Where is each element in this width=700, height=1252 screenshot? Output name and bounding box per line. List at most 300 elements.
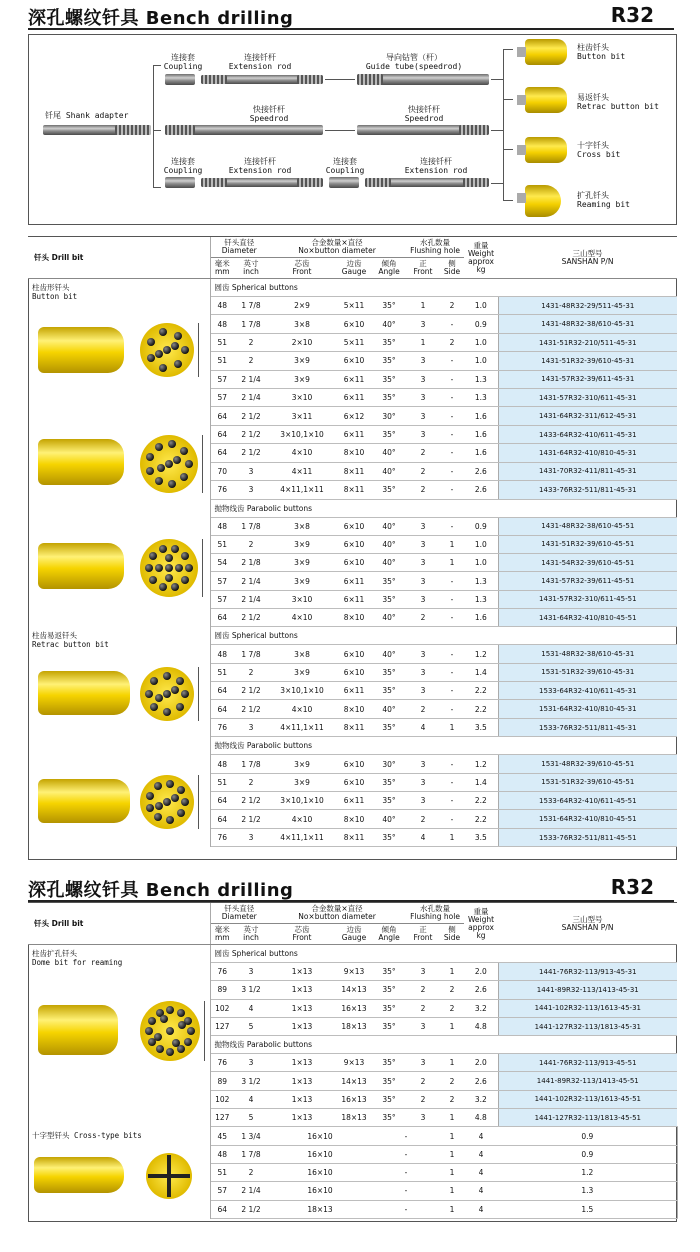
diameter-dimension-line (202, 539, 203, 597)
table-cell: 35° (372, 773, 406, 791)
table-cell: 2 (440, 1090, 464, 1108)
reaming-bit-label: 扩孔钎头 Reaming bit (577, 191, 630, 209)
dome-bit-image-cell-picture (32, 945, 210, 1115)
carbide-button (156, 1045, 164, 1053)
carbide-button (163, 346, 171, 354)
table-cell: - (440, 481, 464, 500)
table-cell: 1 (440, 1017, 464, 1035)
table-cell: - (440, 425, 464, 443)
table-cell: 8×10 (336, 608, 372, 626)
table-cell: 2 (440, 333, 464, 351)
part-number-cell: 1433-64R32-410/611-45-31 (498, 425, 677, 443)
part-number-cell: 1531-48R32-39/610-45-51 (498, 755, 677, 773)
table-cell: 64 (210, 407, 234, 425)
drill-string-diagram (28, 34, 677, 225)
table-cell: 1 (440, 1145, 464, 1163)
table-cell: 5 (234, 1017, 268, 1035)
table-cell: 1 7/8 (234, 315, 268, 333)
carbide-button (172, 1039, 180, 1047)
table-cell: 3 (406, 1109, 440, 1127)
carbide-button (148, 1017, 156, 1025)
part-number-cell: 1431-51R32-210/511-45-31 (498, 333, 677, 351)
part-number-cell: 1441-89R32-113/1413-45-31 (498, 981, 677, 999)
table-cell: 57 (210, 590, 234, 608)
table-cell: 4 (464, 1163, 498, 1181)
table-cell: 35° (372, 333, 406, 351)
table-cell: 3×10,1×10 (268, 682, 336, 700)
table-cell: 89 (210, 981, 234, 999)
table-cell: 2 1/2 (234, 608, 268, 626)
carbide-button (147, 354, 155, 362)
subheader-fl_front: 正 Front (406, 258, 440, 279)
table-cell: 6×12 (336, 407, 372, 425)
carbide-button (147, 338, 155, 346)
table-cell: - (440, 700, 464, 718)
table-cell: 76 (210, 1054, 234, 1072)
table-cell: 3.5 (464, 828, 498, 846)
table-cell: 51 (210, 352, 234, 370)
table-cell: 1 (440, 535, 464, 553)
table-cell: 2.6 (464, 481, 498, 500)
rod-thread (459, 125, 489, 135)
table-cell: - (440, 773, 464, 791)
carbide-button (171, 686, 179, 694)
section-label: 圆齿 Spherical buttons (210, 627, 677, 645)
part-number-cell: 1441-102R32-113/1613-45-51 (498, 1090, 677, 1108)
carbide-button (185, 564, 193, 572)
table-cell: 1.2 (464, 755, 498, 773)
part-number-cell: 1431-57R32-39/611-45-31 (498, 370, 677, 388)
carbide-button (166, 1027, 174, 1035)
table-cell: 8×11 (336, 828, 372, 846)
table-cell: 40° (372, 645, 406, 663)
table-cell: 64 (210, 608, 234, 626)
part-number-cell: 1441-127R32-113/1813-45-51 (498, 1109, 677, 1127)
carbide-button (177, 786, 185, 794)
table-cell: 76 (210, 718, 234, 736)
table-cell: 64 (210, 792, 234, 810)
table-cell: 3×8 (268, 645, 336, 663)
series-code-2: R32 (610, 875, 654, 899)
table-cell: 40° (372, 535, 406, 553)
table-cell: 16×10 (268, 1163, 372, 1181)
table-cell: 3.5 (464, 718, 498, 736)
section-label: 抛物线齿 Parabolic buttons (210, 737, 677, 755)
coupling-image-1 (165, 74, 195, 85)
table-cell: 2 1/2 (234, 700, 268, 718)
carbide-button (163, 690, 171, 698)
branch-line (153, 65, 161, 66)
weight-header: 重量 Weight approx kg (464, 903, 498, 945)
table-cell: 3 (406, 352, 440, 370)
cross-bit-image-cell-picture (28, 1127, 210, 1215)
table-cell: 1×13 (268, 1072, 336, 1090)
table-cell: - (440, 462, 464, 480)
table-cell: 6×11 (336, 389, 372, 407)
table-cell: 18×13 (336, 1109, 372, 1127)
section-row (28, 499, 677, 517)
table-cell: 2 (406, 462, 440, 480)
table-cell: 30° (372, 407, 406, 425)
table-cell: 16×10 (268, 1127, 372, 1145)
table-cell: 1×13 (268, 981, 336, 999)
cross-bit-image-cell-caption: 十字型钎头 Cross-type bits (32, 1130, 142, 1140)
retrac-bit-a-body-image (38, 671, 130, 715)
table-cell: 3.2 (464, 999, 498, 1017)
table-cell: 35° (372, 999, 406, 1017)
subheader-fl_side: 侧 Side (440, 258, 464, 279)
table-cell: 35° (372, 352, 406, 370)
carbide-button (165, 564, 173, 572)
series-code-1: R32 (610, 3, 654, 27)
retrac-bit-b-body-image (38, 779, 130, 823)
section-label: 抛物线齿 Parabolic buttons (210, 499, 677, 517)
table-cell: 2 1/4 (234, 1182, 268, 1200)
extension-rod-label-2: 连接钎杆 Extension rod (228, 157, 292, 175)
carbide-button (145, 690, 153, 698)
cross-bit-body-image (34, 1157, 124, 1193)
part-number-header: 三山型号 SANSHAN P/N (498, 903, 677, 945)
part-number-cell: 1431-64R32-410/810-45-51 (498, 608, 677, 626)
table-cell: 51 (210, 535, 234, 553)
table-cell: - (440, 572, 464, 590)
carbide-button (160, 1015, 168, 1023)
table-cell: 40° (372, 810, 406, 828)
carbide-button (155, 564, 163, 572)
retrac-bit-image-cell (28, 627, 210, 847)
branch-line (153, 187, 161, 188)
table-cell: 35° (372, 590, 406, 608)
arrow-line (325, 130, 355, 131)
carbide-button (149, 576, 157, 584)
table-cell: 2 (406, 608, 440, 626)
table-cell: 3 (406, 517, 440, 535)
extension-rod-label-1: 连接钎杆 Extension rod (228, 53, 292, 71)
table-cell: 1.0 (464, 554, 498, 572)
table-cell: 4 (234, 1090, 268, 1108)
button-bit-b-body-image (38, 439, 124, 485)
arrow-line (503, 99, 513, 100)
table-cell: 2 (406, 1072, 440, 1090)
cross-insert-vertical (167, 1155, 171, 1197)
table-cell: 51 (210, 663, 234, 681)
cross-bit-label: 十字钎头 Cross bit (577, 141, 621, 159)
table-cell: 127 (210, 1017, 234, 1035)
guide-tube-label: 导向钻管（杆） Guide tube(speedrod) (365, 53, 463, 71)
part-number-cell: 1431-70R32-411/811-45-31 (498, 462, 677, 480)
carbide-button (185, 460, 193, 468)
subheader-gauge: 边齿 Gauge (336, 258, 372, 279)
table-cell: 2 1/2 (234, 810, 268, 828)
table-cell: 2 (406, 999, 440, 1017)
table-cell: 1.0 (464, 352, 498, 370)
table-cell: 35° (372, 425, 406, 443)
table-cell: 8×10 (336, 810, 372, 828)
table-cell: 40° (372, 517, 406, 535)
table-cell: 1 (440, 1127, 464, 1145)
carbide-button (171, 342, 179, 350)
table-cell: 3×9 (268, 535, 336, 553)
table-cell: 4 (464, 1182, 498, 1200)
table-cell: 1 (440, 1182, 464, 1200)
diameter-header: 钎头直径 Diameter (210, 237, 268, 258)
table-cell: 48 (210, 645, 234, 663)
table-cell: 35° (372, 297, 406, 315)
table-cell: 4×10 (268, 444, 336, 462)
carbide-button (165, 574, 173, 582)
table-cell: 3 (406, 792, 440, 810)
table-cell: 35° (372, 1017, 406, 1035)
table-row (28, 1127, 677, 1145)
speedrod-label-2: 快接钎杆 Speedrod (404, 105, 444, 123)
table-cell: 102 (210, 999, 234, 1017)
parabolic-button-bit-image-cell-picture (32, 499, 210, 624)
table-cell: 2 1/2 (234, 425, 268, 443)
table-cell: 2 1/4 (234, 572, 268, 590)
part-number-cell: 1533-76R32-511/811-45-51 (498, 828, 677, 846)
table-cell: 1.0 (464, 297, 498, 315)
table-cell: 57 (210, 370, 234, 388)
carbide-button (181, 346, 189, 354)
table-cell: - (440, 810, 464, 828)
carbide-button (155, 802, 163, 810)
rod-thread (463, 178, 489, 187)
table-cell: 3 (406, 590, 440, 608)
table-cell: 18×13 (268, 1200, 372, 1218)
table-cell: 9×13 (336, 1054, 372, 1072)
table-cell: 3×9 (268, 663, 336, 681)
table-cell: 64 (210, 425, 234, 443)
subheader-mm: 毫米 mm (210, 258, 234, 279)
carbide-button (157, 464, 165, 472)
carbide-button (166, 1048, 174, 1056)
table-cell: 3×9 (268, 554, 336, 572)
rod-thread (165, 125, 195, 135)
table-cell: 4 (464, 1200, 498, 1218)
table-cell: 57 (210, 572, 234, 590)
table-cell: - (440, 792, 464, 810)
table-cell: 8×10 (336, 700, 372, 718)
arrow-line (491, 79, 503, 80)
table-header-row (28, 237, 677, 258)
table-cell: 16×10 (268, 1145, 372, 1163)
table-cell: 3 (234, 828, 268, 846)
table-cell: 1 7/8 (234, 1145, 268, 1163)
rod-thread (297, 178, 323, 187)
part-number-cell: 1431-57R32-310/611-45-31 (498, 389, 677, 407)
table-cell: 1 (406, 333, 440, 351)
table-cell: 2.2 (464, 700, 498, 718)
table-cell: 2 1/4 (234, 389, 268, 407)
table-cell: 1.2 (464, 645, 498, 663)
part-number-cell: 1433-76R32-511/811-45-31 (498, 481, 677, 500)
table-cell: 16×10 (268, 1182, 372, 1200)
dome-bit-image-cell (28, 945, 210, 1127)
carbide-button (145, 1027, 153, 1035)
table-cell: 1×13 (268, 1017, 336, 1035)
button-bit-image-cell (28, 279, 210, 500)
table-cell: 2.0 (464, 1054, 498, 1072)
table-cell: 1 (440, 1200, 464, 1218)
arrow-line (503, 200, 513, 201)
part-number-cell: 1441-76R32-113/913-45-51 (498, 1054, 677, 1072)
table-cell: - (372, 1200, 440, 1218)
table-cell: 3 (406, 572, 440, 590)
retrac-bit-label: 易返钎头 Retrac button bit (577, 93, 659, 111)
coupling-image-2 (165, 177, 195, 188)
part-number-cell: 1531-48R32-38/610-45-31 (498, 645, 677, 663)
button-bit-image (525, 39, 567, 65)
diameter-header: 钎头直径 Diameter (210, 903, 268, 924)
table-cell: 4×11,1×11 (268, 828, 336, 846)
table-cell: 3×8 (268, 315, 336, 333)
table-cell: 6×11 (336, 682, 372, 700)
table-cell: 3 (406, 682, 440, 700)
dome-bit-body-image (38, 1005, 118, 1055)
page-header-1 (28, 2, 674, 30)
part-number-cell: 1441-89R32-113/1413-45-51 (498, 1072, 677, 1090)
table-cell: 1×13 (268, 1054, 336, 1072)
table-cell: 0.9 (498, 1127, 677, 1145)
part-number-cell: 1431-57R32-310/611-45-51 (498, 590, 677, 608)
table-cell: 2.2 (464, 682, 498, 700)
part-number-cell: 1441-127R32-113/1813-45-31 (498, 1017, 677, 1035)
table-cell: 1.6 (464, 608, 498, 626)
table-cell: 4 (464, 1127, 498, 1145)
retrac-bit-image-cell-caption: 柱齿易返钎头 Retrac button bit (32, 630, 109, 649)
carbide-button (181, 798, 189, 806)
table-cell: 2.6 (464, 981, 498, 999)
table-cell: 64 (210, 1200, 234, 1218)
carbide-button (173, 456, 181, 464)
section-label: 圆齿 Spherical buttons (210, 279, 677, 297)
table-cell: 6×10 (336, 315, 372, 333)
section-row (28, 279, 677, 297)
table-cell: 2 1/4 (234, 590, 268, 608)
table-cell: 3 (406, 425, 440, 443)
arrow-line (325, 79, 355, 80)
table-cell: 57 (210, 1182, 234, 1200)
table-cell: 2.2 (464, 792, 498, 810)
table-cell: 2 (406, 481, 440, 500)
table-cell: 8×11 (336, 462, 372, 480)
table-cell: 3 1/2 (234, 1072, 268, 1090)
table-cell: 48 (210, 1145, 234, 1163)
table-cell: 3 (406, 755, 440, 773)
table-cell: - (440, 517, 464, 535)
table-cell: 1 7/8 (234, 755, 268, 773)
carbide-button (177, 1009, 185, 1017)
table-cell: - (372, 1182, 440, 1200)
table-cell: 3 (406, 663, 440, 681)
table-cell: 3.2 (464, 1090, 498, 1108)
table-cell: 57 (210, 389, 234, 407)
table-cell: 6×10 (336, 554, 372, 572)
buttons-header: 合金数量×直径 No×button diameter (268, 903, 406, 924)
table-cell: 2 1/2 (234, 792, 268, 810)
table-cell: 4×10 (268, 608, 336, 626)
table-cell: - (372, 1145, 440, 1163)
table-cell: 6×10 (336, 535, 372, 553)
table-cell: 1.0 (464, 333, 498, 351)
table-cell: 3 (406, 535, 440, 553)
shank-thread (115, 125, 151, 135)
arrow-line (503, 49, 513, 50)
table-cell: 48 (210, 297, 234, 315)
table-cell: 1×13 (268, 1109, 336, 1127)
flushing-header: 水孔数量 Flushing hole (406, 903, 464, 924)
table-cell: 16×13 (336, 999, 372, 1017)
extension-rod-label-3: 连接钎杆 Extension rod (404, 157, 468, 175)
table-cell: 3 (406, 315, 440, 333)
table-cell: 2×10 (268, 333, 336, 351)
buttons-header: 合金数量×直径 No×button diameter (268, 237, 406, 258)
table-cell: 64 (210, 810, 234, 828)
table-cell: 3 (406, 963, 440, 981)
table-cell: 4×11 (268, 462, 336, 480)
rod-thread (357, 74, 383, 85)
table-cell: 6×11 (336, 792, 372, 810)
arrow-line (491, 183, 503, 184)
table-cell: 1.4 (464, 663, 498, 681)
table-cell: 3×8 (268, 517, 336, 535)
part-number-cell: 1431-51R32-39/610-45-31 (498, 352, 677, 370)
table-cell: 3 (234, 963, 268, 981)
table-cell: 4 (406, 718, 440, 736)
table-cell: 4 (406, 828, 440, 846)
table-cell: 3 (234, 718, 268, 736)
table-cell: 3 (234, 1054, 268, 1072)
table-cell: 30° (372, 755, 406, 773)
table-cell: 1.5 (498, 1200, 677, 1218)
arrow-line (491, 130, 503, 131)
carbide-button (146, 792, 154, 800)
page-header-2 (28, 874, 674, 902)
rod-thread (365, 178, 391, 187)
table-cell: 51 (210, 773, 234, 791)
section-row (28, 627, 677, 645)
table-cell: - (440, 645, 464, 663)
table-cell: 3 (406, 389, 440, 407)
rod-thread (201, 75, 227, 84)
table-cell: 1 7/8 (234, 297, 268, 315)
table-cell: 1 (440, 1109, 464, 1127)
table-cell: 1 7/8 (234, 645, 268, 663)
subheader-inch: 英寸 inch (234, 924, 268, 945)
diameter-dimension-line (202, 435, 203, 493)
table-cell: 3×9 (268, 370, 336, 388)
button-bit-image-cell-caption: 柱齿形钎头 Button bit (32, 283, 78, 301)
table-cell: 3 (234, 462, 268, 480)
carbide-button (166, 816, 174, 824)
table-cell: 4 (464, 1145, 498, 1163)
table-cell: 40° (372, 700, 406, 718)
carbide-button (163, 708, 171, 716)
carbide-button (175, 564, 183, 572)
carbide-button (159, 545, 167, 553)
table-cell: 5 (234, 1109, 268, 1127)
weight-header: 重量 Weight approx kg (464, 237, 498, 279)
button-bit-image-cell-picture (32, 279, 210, 499)
table-cell: 3 (234, 481, 268, 500)
subheader-fl_side: 侧 Side (440, 924, 464, 945)
table-cell: 6×10 (336, 517, 372, 535)
table-cell: 35° (372, 718, 406, 736)
table-cell: - (440, 407, 464, 425)
table-cell: 16×13 (336, 1090, 372, 1108)
table-cell: 2 (234, 1163, 268, 1181)
carbide-button (163, 672, 171, 680)
